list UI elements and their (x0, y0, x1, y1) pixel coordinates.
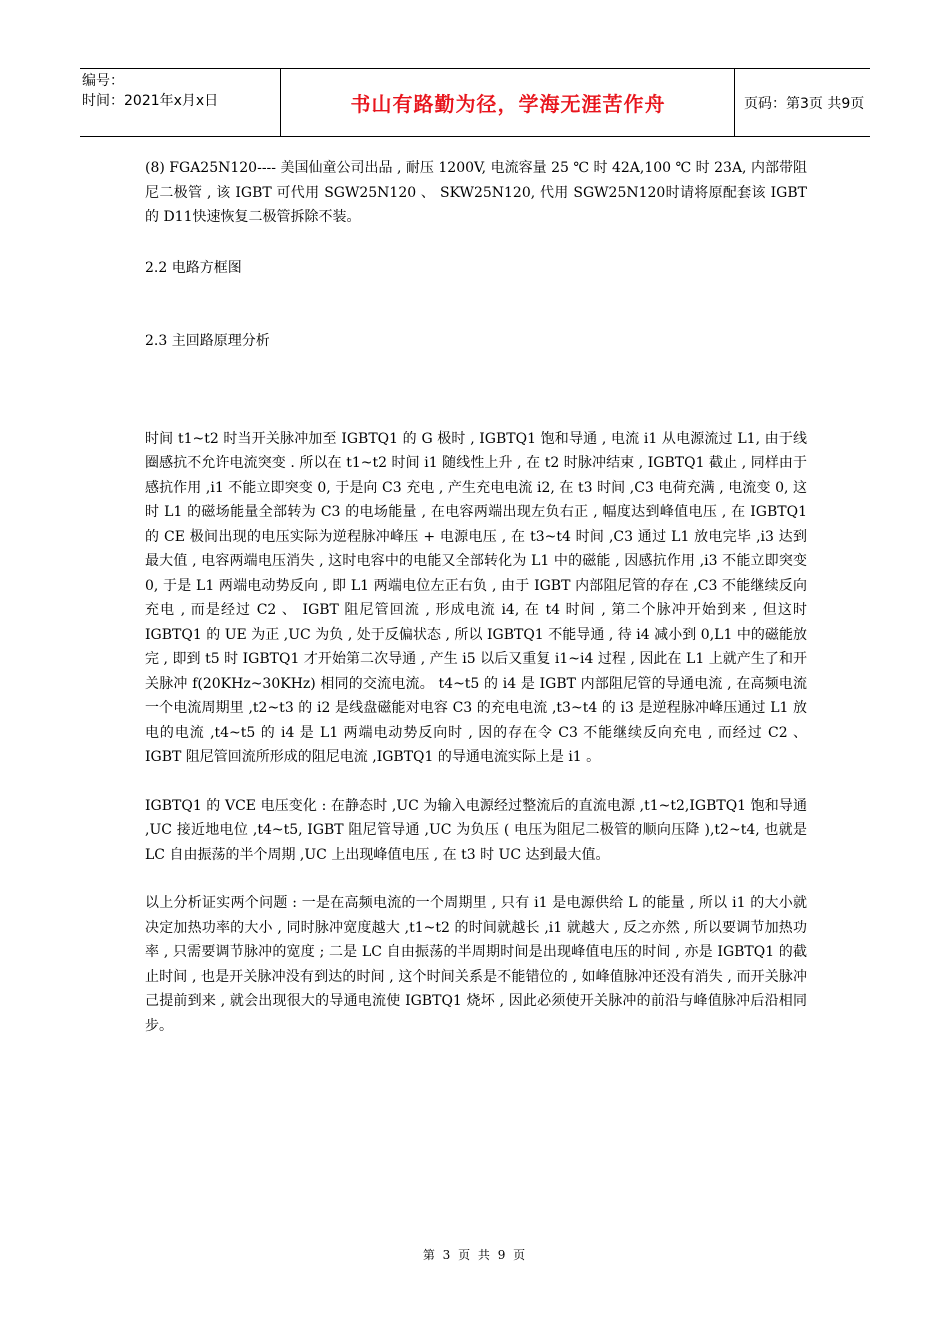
section-heading-main-circuit: 2.3 主回路原理分析 (145, 333, 270, 349)
document-body (145, 156, 807, 1038)
page-footer-number: 第 3 页 共 9 页 (422, 1248, 528, 1262)
section-heading-block-diagram: 2.2 电路方框图 (145, 259, 242, 276)
paragraph-conclusion: 以上分析证实两个问题 : 一是在高频电流的一个周期里 , 只有 i1 是电源供给 L 的能量 , 所以 i1 的大小就决定加热功率的大小 , 同时脉冲宽度越大 ,t1~t2 的时间就越长 ,i1 就越大 , 反之亦然 , 所以要调节加热功率 , 只需要调节脉冲的宽度 ; 二是 LC 自由振荡的半周期时间是出现峰值电压的时间 , 亦是 IGBTQ1 的截止时间 , 也是开关脉冲没有到达的时间 , 这个时间关系是不能错位的 , 如峰值脉冲还没有消失 , 而开关脉冲己提前到来 , 就会出现很大的导通电流使 IGBTQ1 烧坏 , 因此必须使开关脉冲的前沿与峰值脉冲后沿相同步。 (145, 895, 807, 1034)
header-motto: 书山有路勤为径，学海无涯苦作舟 (282, 69, 735, 136)
paragraph-fga25n120: (8) FGA25N120---- 美国仙童公司出品 , 耐压 1200V, 电流容量 25 ℃ 时 42A,100 ℃ 时 23A, 内部带阻尼二极管 , 该 IGBT 可代用 SGW25N120 、 SKW25N120, 代用 SGW25N120时请将原配套该 IGBT的 D11快速恢复二极管拆除不装。 (145, 160, 807, 225)
paragraph-vce-change: IGBTQ1 的 VCE 电压变化 : 在静态时 ,UC 为输入电源经过整流后的直流电源 ,t1~t2,IGBTQ1 饱和导通 ,UC 接近地电位 ,t4~t5, IGBT 阻尼管导通 ,UC 为负压 ( 电压为阻尼二极管的顺向压降 ),t2~t4, 也就是 LC 自由振荡的半个周期 ,UC 上出现峰值电压 , 在 t3 时 UC 达到最大值。 (145, 797, 807, 863)
header-meta (80, 69, 281, 136)
header-page-label: 页码：第3页 共9页 (744, 95, 865, 112)
page-header (80, 68, 870, 137)
document-number-label: 编号： (82, 73, 124, 89)
paragraph-circuit-analysis: 时间 t1~t2 时当开关脉冲加至 IGBTQ1 的 G 极时 , IGBTQ1 饱和导通 , 电流 i1 从电源流过 L1, 由于线圈感抗不允许电流突变 . 所以在 t1~t2 时间 i1 随线性上升 , 在 t2 时脉冲结束 , IGBTQ1 截止 , 同样由于感抗作用 ,i1 不能立即突变 0, 于是向 C3 充电 , 产生充电电流 i2, 在 t3 时间 ,C3 电荷充满 , 电流变 0, 这时 L1 的磁场能量全部转为 C3 的电场能量 , 在电容两端出现左负右正 , 幅度达到峰值电压 , 在 IGBTQ1 的 CE 极间出现的电压实际为逆程脉冲峰压 + 电源电压 , 在 t3~t4 时间 ,C3 通过 L1 放电完毕 ,i3 达到最大值 , 电容两端电压消失 , 这时电容中的电能又全部转化为 L1 中的磁能 , 因感抗作用 ,i3 不能立即突变 0, 于是 L1 两端电动势反向 , 即 L1 两端电位左正右负 , 由于 IGBT 内部阻尼管的存在 ,C3 不能继续反向充电 , 而是经过 C2 、 IGBT 阻尼管回流 , 形成电流 i4, 在 t4 时间 , 第二个脉冲开始到来 , 但这时 IGBTQ1 的 UE 为正 ,UC 为负 , 处于反偏状态 , 所以 IGBTQ1 不能导通 , 待 i4 减小到 0,L1 中的磁能放完 , 即到 t5 时 IGBTQ1 才开始第二次导通 , 产生 i5 以后又重复 i1~i4 过程 , 因此在 L1 上就产生了和开关脉冲 f(20KHz~30KHz) 相同的交流电流。 t4~t5 的 i4 是 IGBT 内部阻尼管的导通电流 , 在高频电流一个电流周期里 ,t2~t3 的 i2 是线盘磁能对电容 C3 的充电电流 ,t3~t4 的 i3 是逆程脉冲峰压通过 L1 放电的电流 ,t4~t5 的 i4 是 L1 两端电动势反向时 , 因的存在令 C3 不能继续反向充电 , 而经过 C2 、 IGBT 阻尼管回流所形成的阻尼电流 ,IGBTQ1 的导通电流实际上是 i1 。 (145, 430, 807, 765)
document-date-label: 时间：2021年x月x日 (82, 93, 219, 109)
